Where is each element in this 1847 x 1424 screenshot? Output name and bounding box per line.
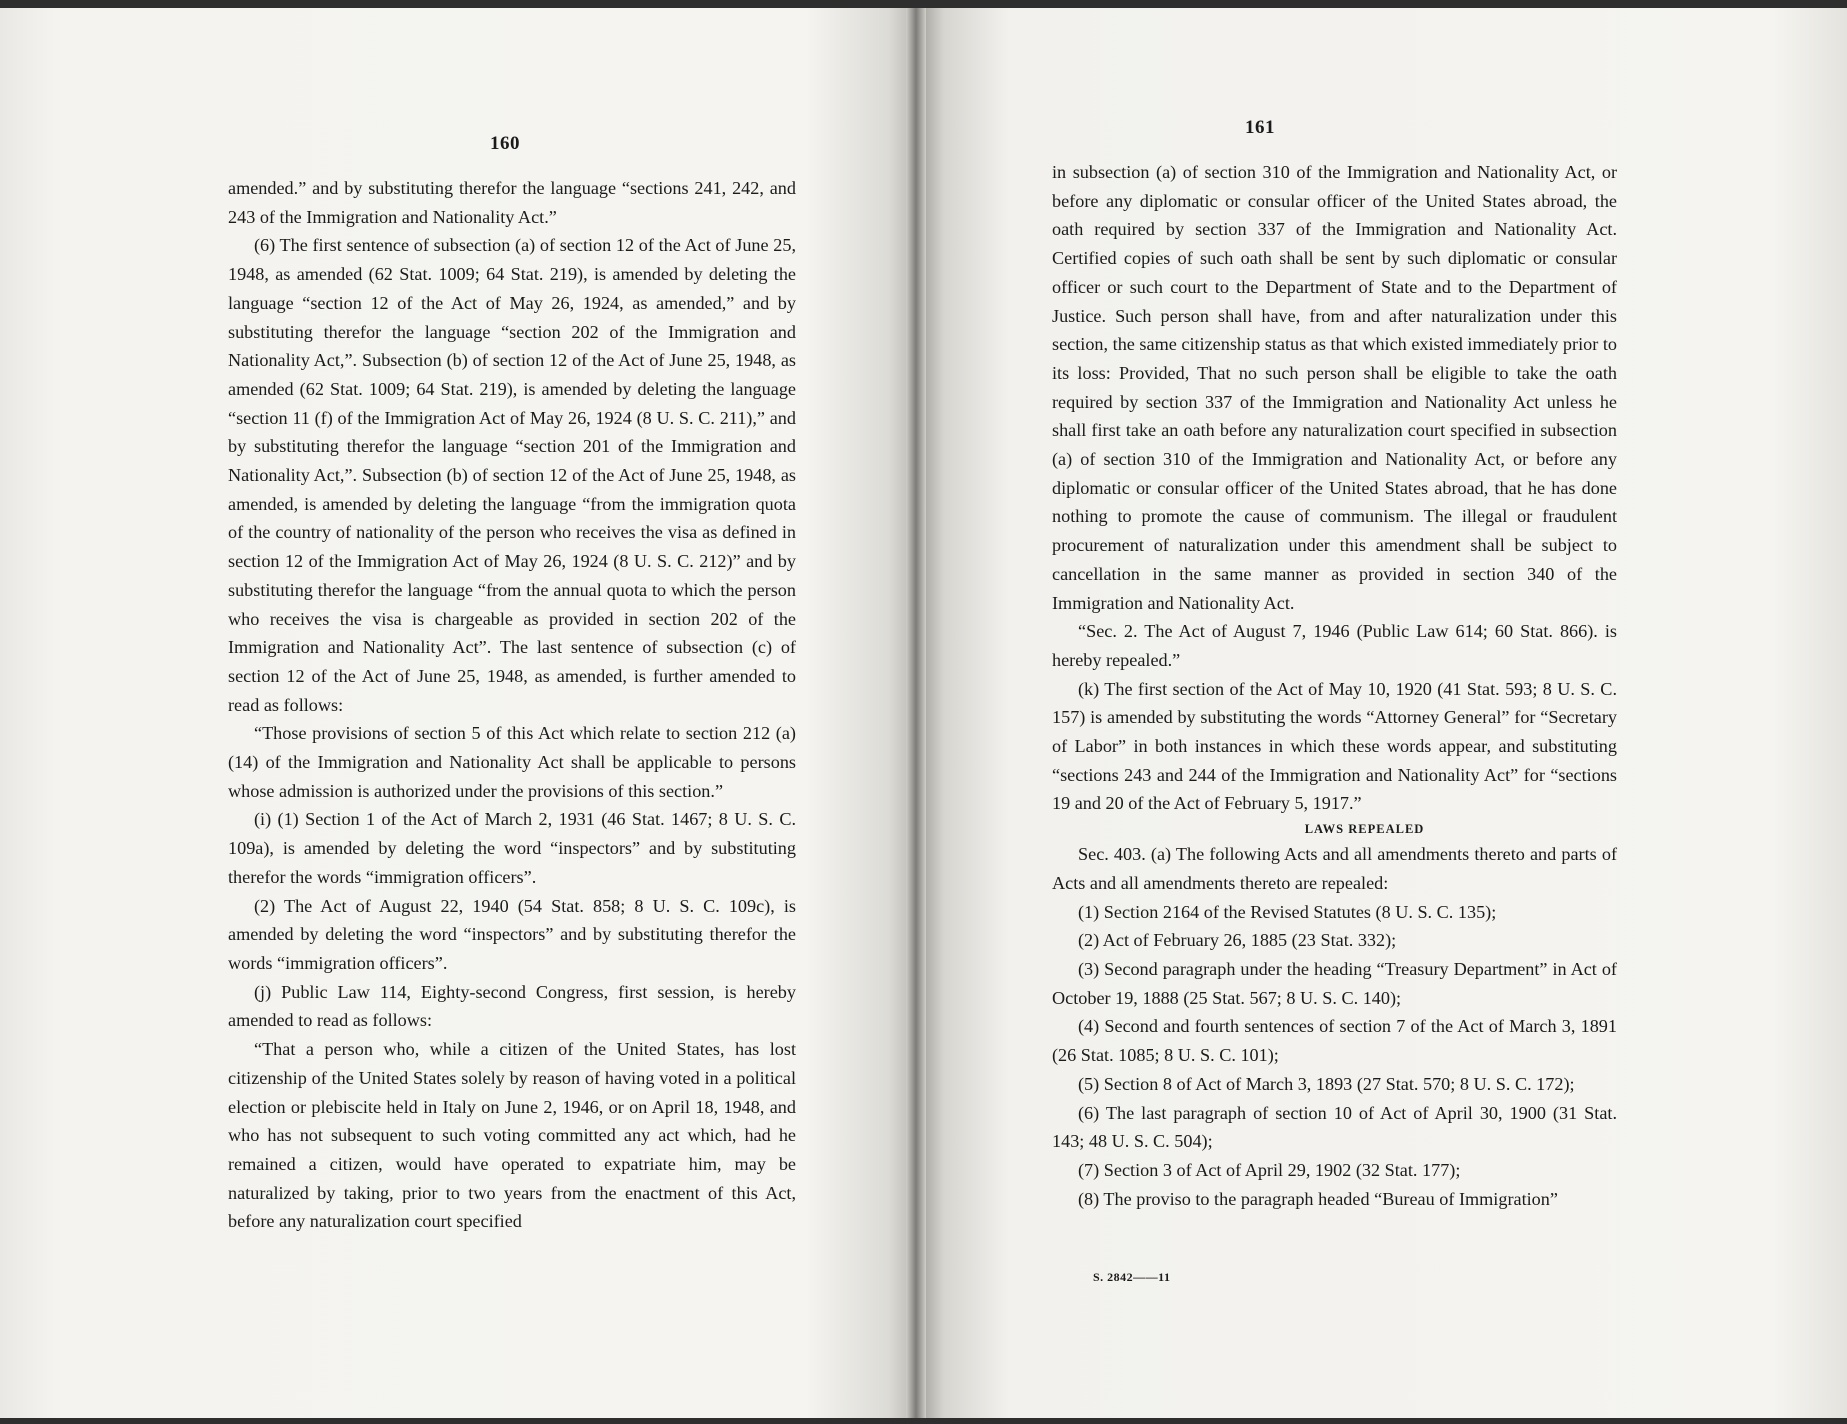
paragraph: (k) The first section of the Act of May 10, 1920 (41 Stat. 593; 8 U. S. C. 157) is amended by substituting the words “Attorney General” for “Secretary of Labor” in both instances in which these words appear, and substituting “sections 243 and 244 of the Immigration and Nationality Act” for “sections 19 and 20 of the Act of February 5, 1917.” [1052,678,1617,814]
paragraph: (1) Section 2164 of the Revised Statutes (8 U. S. C. 135); [1078,901,1497,922]
paragraph: (3) Second paragraph under the heading “Treasury Department” in Act of October 19, 1888 (25 Stat. 567; 8 U. S. C. 140); [1052,958,1617,1008]
paragraph: in subsection (a) of section 310 of the Immigration and Nationality Act, or before any diplomatic or consular officer of the United States abroad, the oath required by section 337 of the Immigration and Nationality Act. Certified copies of such oath shall be sent by such diplomatic or consular officer or such court to the Department of State and to the Department of Justice. Such person shall have, from and after naturalization under this section, the same citizenship status as that which existed immediately prior to its loss: Provided, That no such person shall be eligible to take the oath required by section 337 of the Immigration and Nationality Act unless he shall first take an oath before any naturalization court specified in subsection (a) of section 310 of the Immigration and Nationality Act, or before any diplomatic or consular officer of the United States abroad, that he has done nothing to promote the cause of communism. The illegal or fraudulent procurement of naturalization under this amendment shall be subject to cancellation in the same manner as provided in section 340 of the Immigration and Nationality Act. [1052,162,1617,613]
paragraph: (6) The last paragraph of section 10 of Act of April 30, 1900 (31 Stat. 143; 48 U. S. C. 504); [1052,1102,1617,1152]
paragraph: (8) The proviso to the paragraph headed “Bureau of Immigration” [1078,1188,1558,1209]
paragraph: (4) Second and fourth sentences of section 7 of the Act of March 3, 1891 (26 Stat. 1085; 8 U. S. C. 101); [1052,1016,1617,1066]
paragraph: (5) Section 8 of Act of March 3, 1893 (27 Stat. 570; 8 U. S. C. 172); [1078,1073,1575,1094]
section-heading: LAWS REPEALED [1304,822,1425,837]
book-gutter [906,8,926,1418]
bill-signature-mark: S. 2842——11 [1093,1270,1171,1284]
paragraph: (i) (1) Section 1 of the Act of March 2, 1931 (46 Stat. 1467; 8 U. S. C. 109a), is amended by deleting the word “inspectors” and by substituting therefor the words “immigration officers”. [228,809,796,887]
right-page-number: 161 [1245,117,1275,138]
paragraph: (2) Act of February 26, 1885 (23 Stat. 332); [1078,930,1397,951]
paragraph: “That a person who, while a citizen of the United States, has lost citizenship of the United States solely by reason of having voted in a political election or plebiscite held in Italy on June 2, 1946, or on April 18, 1948, and who has not subsequent to such voting committed any act which, had he remained a citizen, would have operated to expatriate him, may be naturalized by taking, prior to two years from the enactment of this Act, before any naturalization court specified [228,1039,796,1232]
paragraph: (7) Section 3 of Act of April 29, 1902 (32 Stat. 177); [1078,1159,1461,1180]
left-page-number: 160 [490,133,520,154]
paragraph: (6) The first sentence of subsection (a) of section 12 of the Act of June 25, 1948, as amended (62 Stat. 1009; 64 Stat. 219), is amended by deleting the language “section 12 of the Act of May 26, 1924, as amended,” and by substituting therefor the language “section 202 of the Immigration and Nationality Act,”. Subsection (b) of section 12 of the Act of June 25, 1948, as amended (62 Stat. 1009; 64 Stat. 219), is amended by deleting the language “section 11 (f) of the Immigration Act of May 26, 1924 (8 U. S. C. 211),” and by substituting therefor the language “section 201 of the Immigration and Nationality Act,”. Subsection (b) of section 12 of the Act of June 25, 1948, as amended, is amended by deleting the language “from the immigration quota of the country of nationality of the person who receives the visa as defined in section 12 of the Immigration Act of May 26, 1924 (8 U. S. C. 212)” and by substituting therefor the language “from the annual quota to which the person who receives the visa is chargeable as provided in section 202 of the Immigration and Nationality Act”. The last sentence of subsection (c) of section 12 of the Act of June 25, 1948, as amended, is further amended to read as follows: [228,235,796,715]
paragraph: (2) The Act of August 22, 1940 (54 Stat. 858; 8 U. S. C. 109c), is amended by deleting the word “inspectors” and by substituting therefor the words “immigration officers”. [228,895,796,973]
paragraph: “Sec. 2. The Act of August 7, 1946 (Public Law 614; 60 Stat. 866). is hereby repealed.” [1052,621,1617,670]
right-body-before-heading [1052,158,1617,818]
paragraph: Sec. 403. (a) The following Acts and all amendments thereto and parts of Acts and all amendments thereto are repealed: [1052,844,1617,893]
paragraph: “Those provisions of section 5 of this Act which relate to section 212 (a) (14) of the Immigration and Nationality Act shall be applicable to persons whose admission is authorized under the provisions of this section.” [228,723,796,801]
paragraph: (j) Public Law 114, Eighty-second Congress, first session, is hereby amended to read as follows: [228,981,796,1031]
right-body-after-heading [1052,840,1617,1213]
right-page-body [1052,158,1617,1213]
paragraph: amended.” and by substituting therefor the language “sections 241, 242, and 243 of the Immigration and Nationality Act.” [228,178,796,227]
left-page-body [228,174,796,1236]
